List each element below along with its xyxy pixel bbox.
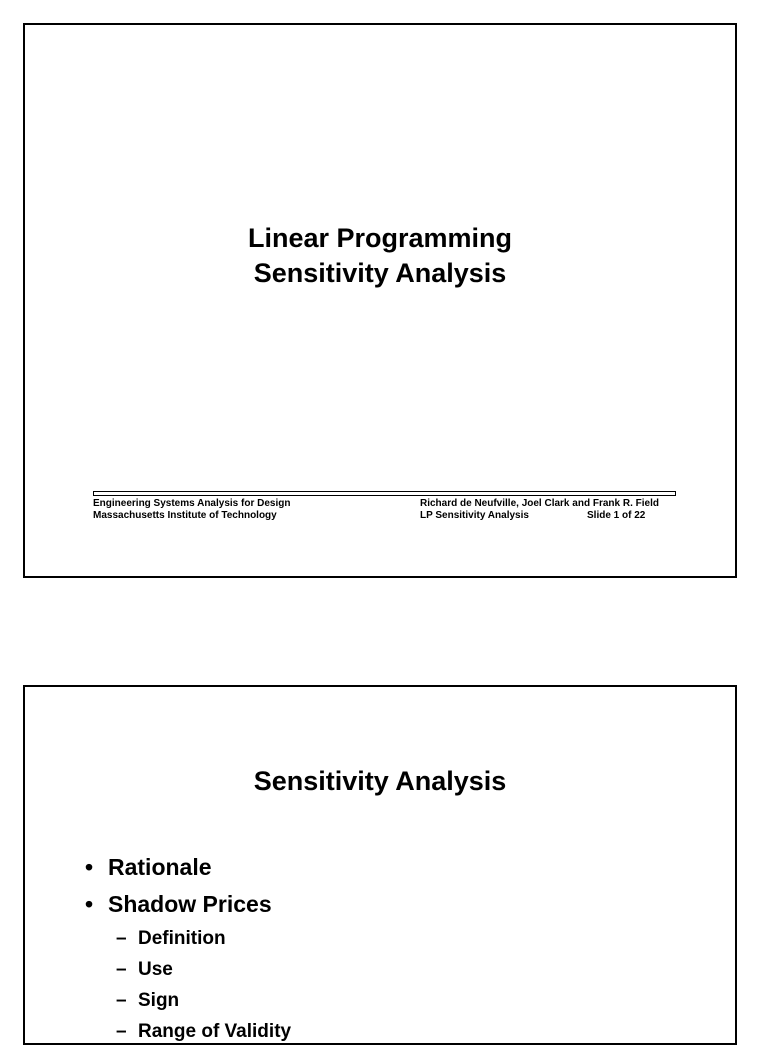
bullet-marker: • [85,891,94,917]
title-line: Sensitivity Analysis [253,766,507,796]
sub-bullet-label: Use [138,959,173,980]
bullet-item [83,849,291,886]
sub-bullet-label: Definition [138,928,226,949]
footer-institution: Massachusetts Institute of Technology [93,510,277,521]
bullet-label: Rationale [108,854,212,880]
sub-bullet-label: Sign [138,990,180,1011]
footer-course-title: Engineering Systems Analysis for Design [93,498,291,509]
bullet-label: Shadow Prices [108,891,272,917]
sub-bullet-marker: – [116,959,127,980]
bullet-marker: • [85,854,94,880]
slide-title [25,221,735,291]
footer-authors: Richard de Neufville, Joel Clark and Frank R. Field [420,498,659,509]
slide-title [25,764,735,799]
sub-bullet-label: Range of Validity [138,1021,292,1042]
title-line-2: Sensitivity Analysis [253,258,507,288]
footer-divider [93,491,676,496]
sub-bullet-marker: – [116,1021,127,1042]
sub-bullet-item [83,985,291,1016]
footer-slide-number: Slide 1 of 22 [587,510,646,521]
slide-1 [23,23,737,578]
sub-bullet-marker: – [116,928,127,949]
title-line-1: Linear Programming [247,223,513,253]
sub-bullet-item [83,923,291,954]
sub-bullet-marker: – [116,990,127,1011]
bullet-list [83,849,291,1047]
sub-bullet-item [83,1016,291,1047]
footer-topic: LP Sensitivity Analysis [420,510,529,521]
bullet-item [83,886,291,923]
sub-bullet-item [83,954,291,985]
slide-2 [23,685,737,1045]
